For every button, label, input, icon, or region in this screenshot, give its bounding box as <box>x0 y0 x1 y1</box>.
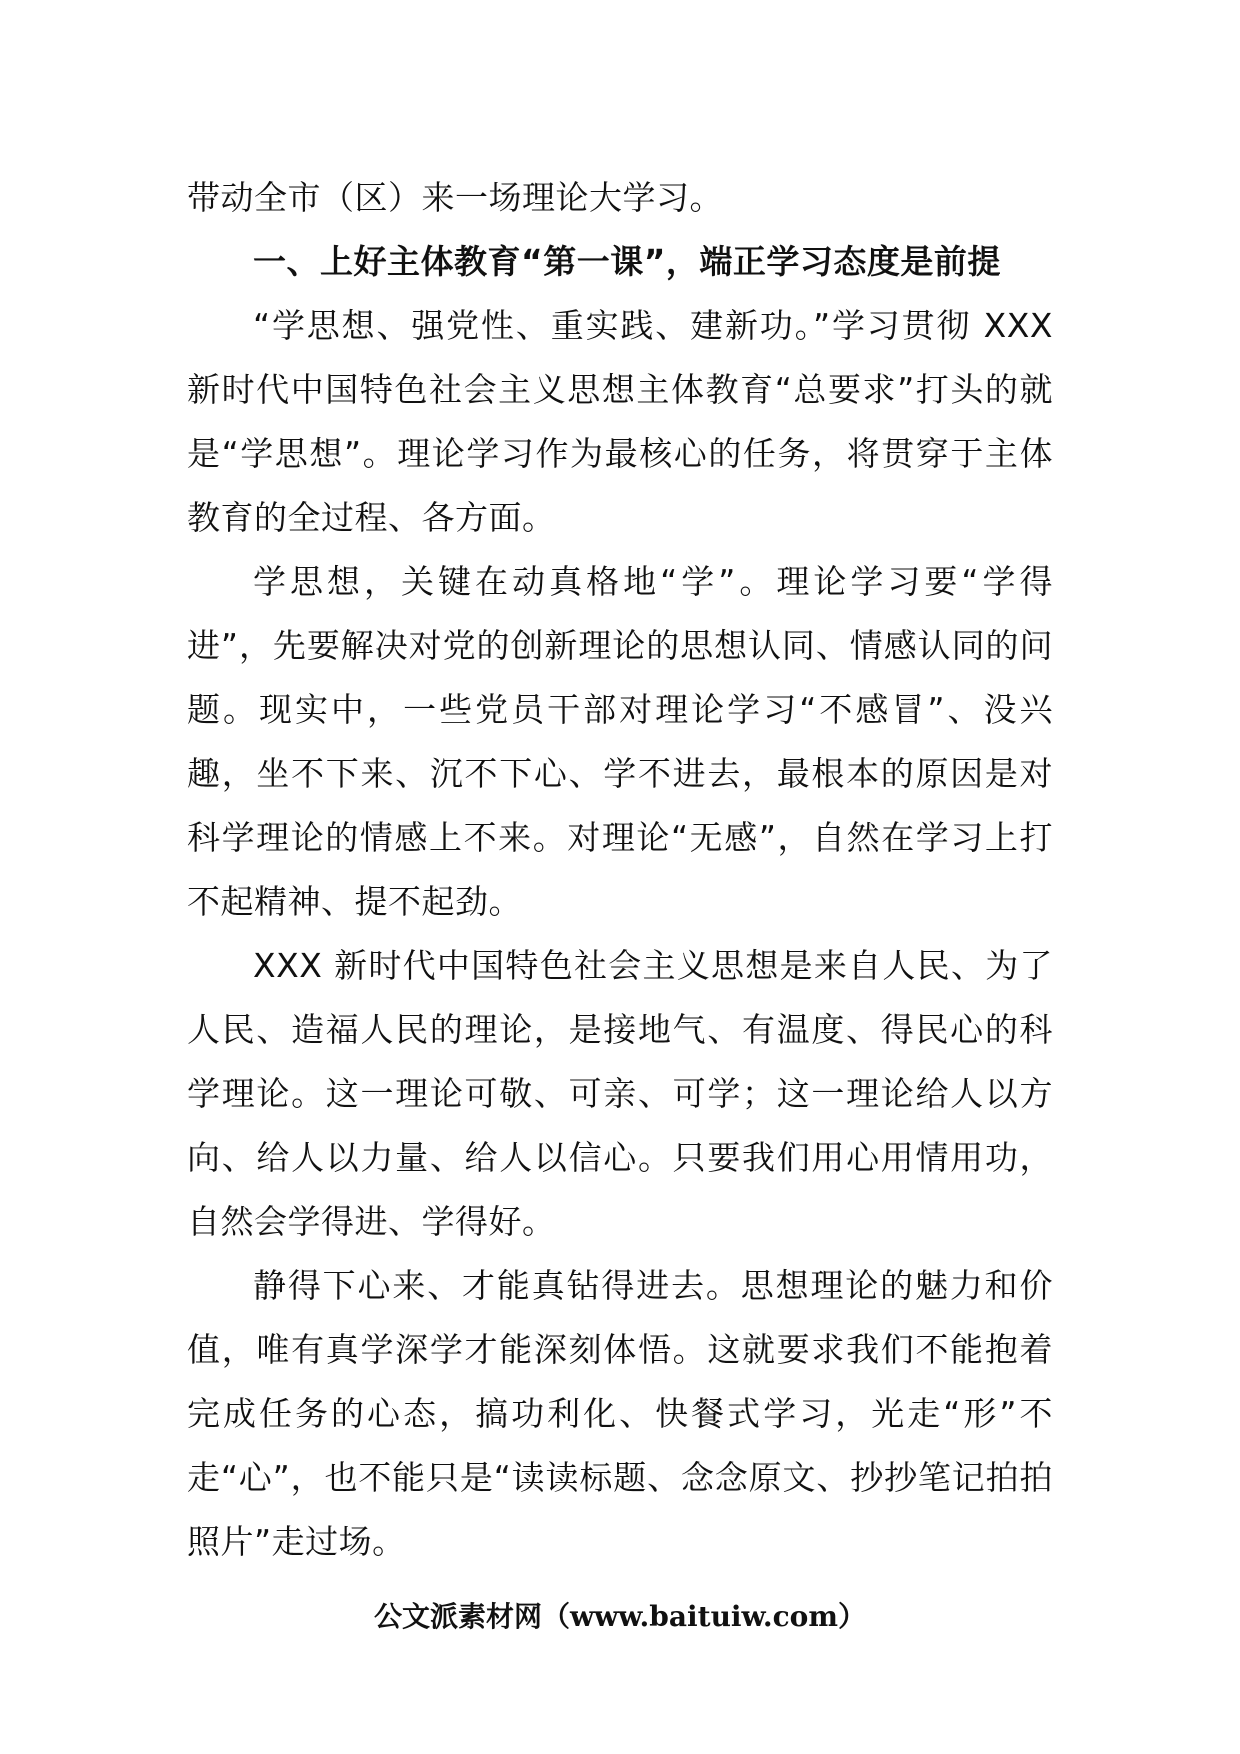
paragraph: “学思想、强党性、重实践、建新功。”学习贯彻 XXX 新时代中国特色社会主义思想主体教育“总要求”打头的就是“学思想”。理论学习作为最核心的任务，将贯穿于主体教育的全过程、各方面。 <box>187 306 1053 537</box>
paragraph: 静得下心来、才能真钻得进去。思想理论的魅力和价值，唯有真学深学才能深刻体悟。这就要求我们不能抱着完成任务的心态，搞功利化、快餐式学习，光走“形”不走“心”，也不能只是“读读标题、念念原文、抄抄笔记拍拍照片”走过场。 <box>187 1266 1053 1561</box>
paragraph: 学思想，关键在动真格地“学”。理论学习要“学得进”，先要解决对党的创新理论的思想认同、情感认同的问题。现实中，一些党员干部对理论学习“不感冒”、没兴趣，坐不下来、沉不下心、学不进去，最根本的原因是对科学理论的情感上不来。对理论“无感”，自然在学习上打不起精神、提不起劲。 <box>187 562 1053 921</box>
paragraph: XXX 新时代中国特色社会主义思想是来自人民、为了人民、造福人民的理论，是接地气、有温度、得民心的科学理论。这一理论可敬、可亲、可学；这一理论给人以方向、给人以力量、给人以信心。只要我们用心用情用功，自然会学得进、学得好。 <box>187 946 1053 1241</box>
paragraph-continuation: 带动全市（区）来一场理论大学习。 <box>187 178 723 217</box>
section-heading: 一、上好主体教育“第一课”，端正学习态度是前提 <box>253 242 1001 281</box>
page-footer-source: 公文派素材网（www.baituiw.com） <box>374 1600 866 1633</box>
document-body <box>187 166 1053 1574</box>
